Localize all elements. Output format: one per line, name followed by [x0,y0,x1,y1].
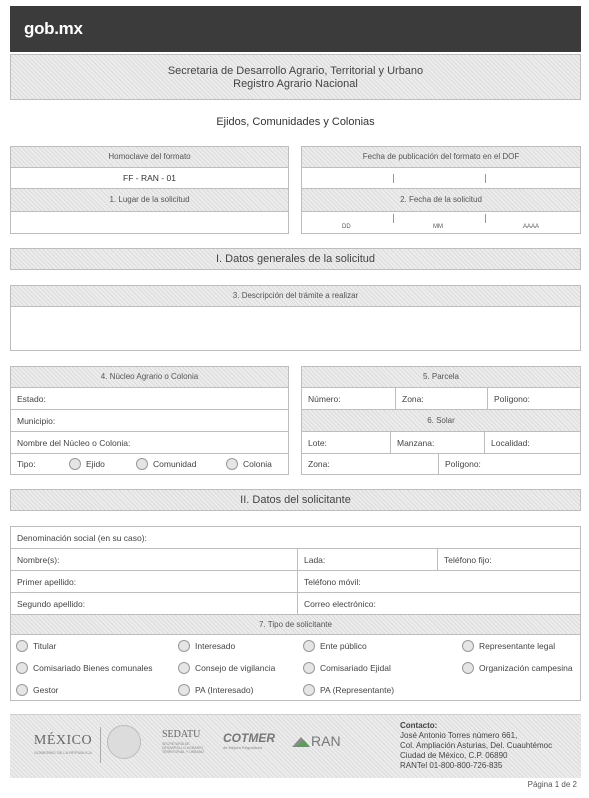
comisariado-bienes-radio[interactable]: Comisariado Bienes comunales [16,662,153,674]
parcela-poligono-field[interactable]: Polígono: [487,388,580,409]
radio-icon [69,458,81,470]
nombres-field[interactable]: Nombre(s): [17,554,60,565]
top-bar [10,6,581,52]
homoclave-label: Homoclave del formato [11,147,288,168]
radio-icon [16,684,28,696]
homoclave-value: FF - RAN - 01 [11,168,288,189]
parcela-numero-field[interactable]: Número: [308,393,341,404]
solar-title: 6. Solar [302,410,580,432]
agency-name: Secretaria de Desarrollo Agrario, Territorial y Urbano [167,65,424,77]
fecha-solicitud-input[interactable] [302,212,580,233]
form-title: Ejidos, Comunidades y Colonias [216,116,375,128]
radio-icon [16,662,28,674]
aaaa-label: AAAA [523,224,540,230]
solar-zona-field[interactable]: Zona: [308,459,330,469]
lada-field[interactable]: Lada: [297,549,437,570]
fecha-solicitud-label: 2. Fecha de la solicitud [302,189,580,212]
section-datos-solicitante: II. Datos del solicitante [10,489,581,511]
fecha-publicacion-value [302,168,580,189]
pa-representante-radio[interactable]: PA (Representante) [303,684,394,696]
estado-field[interactable]: Estado: [17,393,46,404]
denominacion-field[interactable]: Denominación social (en su caso): [17,532,147,543]
gobmx-logo: gob.mx [24,19,83,38]
solar-manzana-field[interactable]: Manzana: [390,432,484,453]
radio-icon [462,640,474,652]
descripcion-label: 3. Descripción del trámite a realizar [11,286,580,307]
radio-icon [303,684,315,696]
correo-field[interactable]: Correo electrónico: [297,593,580,614]
telefono-fijo-field[interactable]: Teléfono fijo: [437,549,580,570]
ran-emblem-icon [292,735,310,747]
radio-icon [16,640,28,652]
radio-icon [226,458,238,470]
footer [10,714,581,778]
tipo-solicitante-options [11,635,580,700]
descripcion-box [10,285,581,351]
comisariado-ejidal-radio[interactable]: Comisariado Ejidal [303,662,391,674]
nucleo-box [10,366,289,475]
titular-radio[interactable]: Titular [16,640,56,652]
parcela-zona-field[interactable]: Zona: [395,388,487,409]
radio-icon [178,684,190,696]
radio-icon [178,662,190,674]
mm-label: MM [433,224,443,230]
municipio-field[interactable]: Municipio: [17,415,56,426]
colonia-radio[interactable]: Colonia [226,458,272,470]
segundo-apellido-field[interactable]: Segundo apellido: [17,598,86,609]
lugar-input[interactable] [11,212,288,233]
gestor-radio[interactable]: Gestor [16,684,59,696]
mexico-logo: MÉXICO GOBIERNO DE LA REPÚBLICA [33,733,93,755]
coat-of-arms-icon [107,725,141,759]
organizacion-campesina-radio[interactable]: Organización campesina [462,662,573,674]
page-number: Página 1 de 2 [527,780,577,789]
dd-label: DD [342,224,351,230]
radio-icon [462,662,474,674]
solar-lote-field[interactable]: Lote: [308,437,327,448]
fecha-publicacion-label: Fecha de publicación del formato en el DOF [302,147,580,168]
radio-icon [303,662,315,674]
radio-icon [303,640,315,652]
descripcion-input[interactable] [11,307,580,350]
solar-localidad-field[interactable]: Localidad: [484,432,580,453]
representante-legal-radio[interactable]: Representante legal [462,640,555,652]
radio-icon [178,640,190,652]
ran-logo: RAN [292,733,341,749]
solicitante-box [10,526,581,701]
radio-icon [136,458,148,470]
section-datos-generales: I. Datos generales de la solicitud [10,248,581,270]
comunidad-radio[interactable]: Comunidad [136,458,226,470]
pa-interesado-radio[interactable]: PA (Interesado) [178,684,253,696]
telefono-movil-field[interactable]: Teléfono móvil: [297,571,580,592]
sedatu-logo: SEDATU SECRETARÍA DE DESARROLLO AGRARIO, TERRITORIAL Y URBANO [162,729,205,754]
homoclave-box [10,146,289,234]
tipo-solicitante-title: 7. Tipo de solicitante [11,615,580,635]
fecha-box [301,146,581,234]
ejido-radio[interactable]: Ejido [69,458,136,470]
ente-publico-radio[interactable]: Ente público [303,640,367,652]
nombre-nucleo-field[interactable]: Nombre del Núcleo o Colonia: [17,437,131,448]
interesado-radio[interactable]: Interesado [178,640,235,652]
agency-header [10,54,581,100]
solar-poligono-field[interactable]: Polígono: [438,454,580,474]
primer-apellido-field[interactable]: Primer apellido: [17,576,77,587]
agency-subname: Registro Agrario Nacional [233,78,358,90]
nucleo-title: 4. Núcleo Agrario o Colonia [11,367,288,388]
parcela-solar-box [301,366,581,475]
lugar-label: 1. Lugar de la solicitud [11,189,288,212]
parcela-title: 5. Parcela [302,367,580,388]
consejo-vigilancia-radio[interactable]: Consejo de vigilancia [178,662,275,674]
cotmer-logo: COTMER de Mejora Regulatoria [223,731,275,750]
contact-block: Contacto: José Antonio Torres número 661, Col. Ampliación Asturias, Del. Cuauhtémoc Ciudad de México, C.P. 06890 RANTel 01-800-800-726-835 [400,721,553,770]
tipo-label: Tipo: [17,459,36,469]
